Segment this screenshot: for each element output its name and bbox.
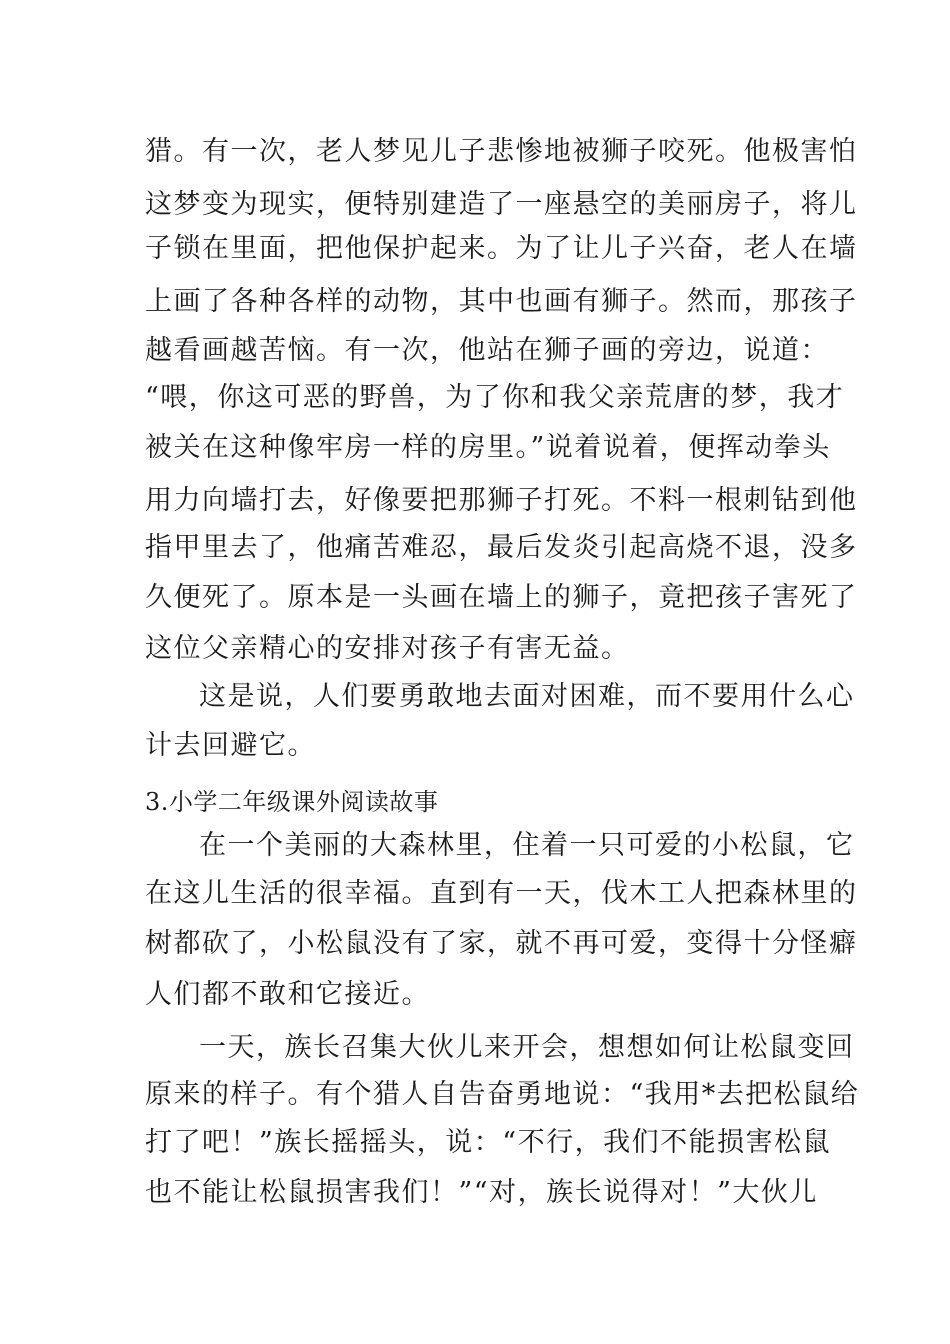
paragraph-line: “喂，你这可恶的野兽，为了你和我父亲荒唐的梦，我才: [145, 382, 845, 413]
paragraph-line: 被关在这种像牢房一样的房里。”说着说着，便挥动拳头: [145, 432, 831, 463]
paragraph-line: 原来的样子。有个猎人自告奋勇地说：“我用*去把松鼠给: [145, 1079, 860, 1110]
paragraph-line: 也不能让松鼠损害我们！”“对，族长说得对！”大伙儿: [145, 1177, 818, 1208]
paragraph-line: 这位父亲精心的安排对孩子有害无益。: [145, 633, 630, 664]
section-heading: 3.小学二年级课外阅读故事: [145, 788, 439, 816]
paragraph-line: 上画了各种各样的动物，其中也画有狮子。然而，那孩子: [145, 286, 858, 317]
paragraph-line: 越看画越苦恼。有一次，他站在狮子画的旁边，说道：: [145, 335, 829, 366]
paragraph-line: 在一个美丽的大森林里，住着一只可爱的小松鼠，它: [199, 830, 855, 861]
paragraph-line: 这是说，人们要勇敢地去面对困难，而不要用什么心: [199, 681, 855, 712]
paragraph-line: 人们都不敢和它接近。: [145, 979, 430, 1010]
paragraph-line: 指甲里去了，他痛苦难忍，最后发炎引起高烧不退，没多: [145, 532, 858, 563]
paragraph-line: 打了吧！”族长摇摇头，说：“不行，我们不能损害松鼠: [145, 1127, 832, 1158]
paragraph-line: 用力向墙打去，好像要把那狮子打死。不料一根刺钻到他: [145, 485, 858, 516]
paragraph-line: 久便死了。原本是一头画在墙上的狮子，竟把孩子害死了: [145, 582, 858, 613]
paragraph-line: 猎。有一次，老人梦见儿子悲惨地被狮子咬死。他极害怕: [145, 136, 858, 167]
paragraph-line: 子锁在里面，把他保护起来。为了让儿子兴奋，老人在墙: [145, 233, 858, 264]
paragraph-line: 在这儿生活的很幸福。直到有一天，伐木工人把森林里的: [145, 878, 858, 909]
paragraph-line: 计去回避它。: [145, 730, 316, 761]
paragraph-line: 这梦变为现实，便特别建造了一座悬空的美丽房子，将儿: [145, 189, 858, 220]
paragraph-line: 一天，族长召集大伙儿来开会，想想如何让松鼠变回: [199, 1032, 855, 1063]
paragraph-line: 树都砍了，小松鼠没有了家，就不再可爱，变得十分怪癖: [145, 928, 858, 959]
